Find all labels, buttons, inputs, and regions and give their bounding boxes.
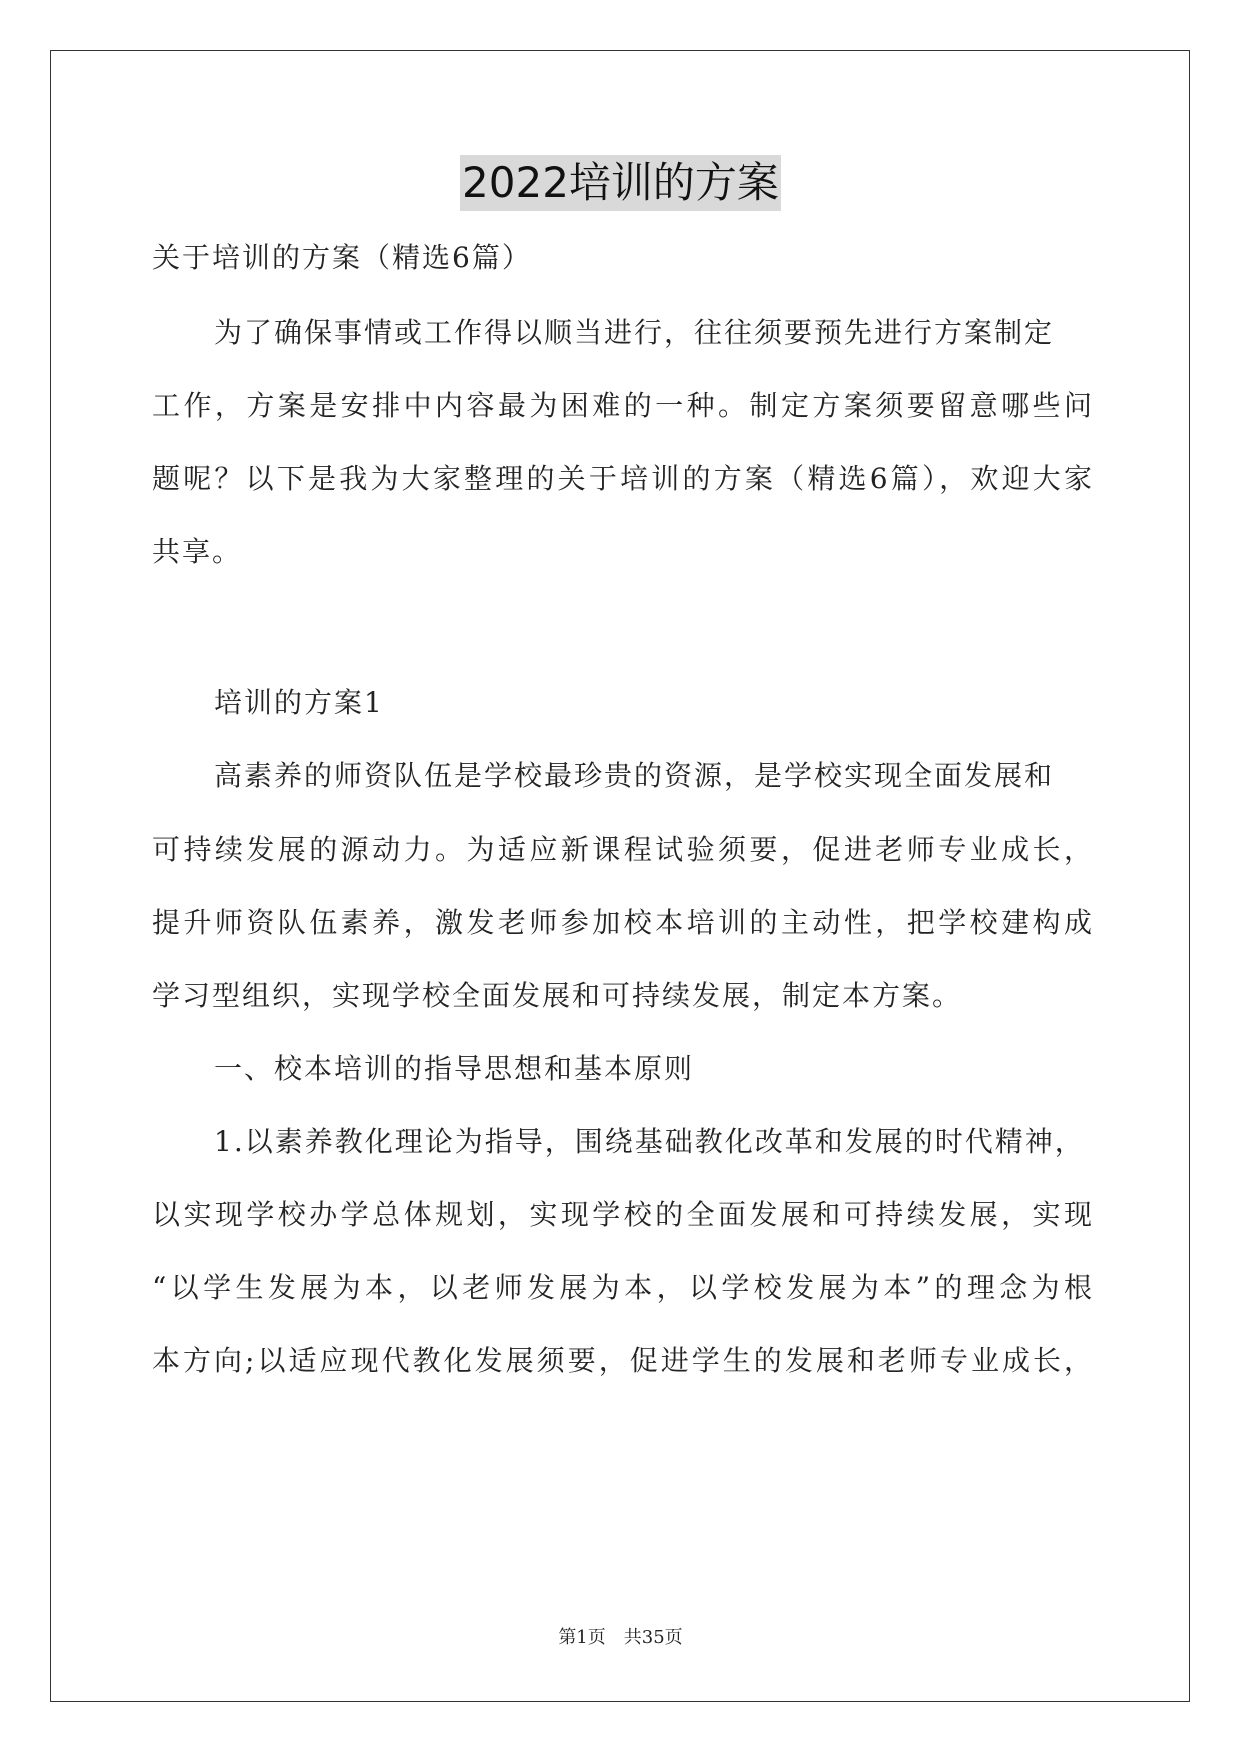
paragraph-line: 1.以素养教化理论为指导，围绕基础教化改革和发展的时代精神， [214,1125,1085,1158]
paragraph-line: 以实现学校办学总体规划，实现学校的全面发展和可持续发展，实现 [152,1198,1092,1231]
paragraph-line: 本方向;以适应现代教化发展须要，促进学生的发展和老师专业成长， [152,1344,1092,1377]
title-container [0,155,1241,211]
page-border [50,50,1190,1702]
paragraph-line: 为了确保事情或工作得以顺当进行，往往须要预先进行方案制定 [214,316,1055,349]
paragraph-line: 题呢？以下是我为大家整理的关于培训的方案（精选6篇），欢迎大家 [152,462,1092,495]
subsection-heading: 一、校本培训的指导思想和基本原则 [214,1052,695,1085]
intro-heading: 关于培训的方案（精选6篇） [152,241,532,274]
paragraph-line: 高素养的师资队伍是学校最珍贵的资源，是学校实现全面发展和 [214,759,1055,792]
paragraph-line: 共享。 [152,535,243,568]
page-footer: 第1页 共35页 [558,1627,683,1648]
paragraph-line: 可持续发展的源动力。为适应新课程试验须要，促进老师专业成长， [152,833,1092,866]
section-heading: 培训的方案1 [214,686,384,719]
paragraph-line: 提升师资队伍素养，激发老师参加校本培训的主动性，把学校建构成 [152,906,1092,939]
paragraph-line: 工作，方案是安排中内容最为困难的一种。制定方案须要留意哪些问 [152,389,1092,422]
document-title: 2022培训的方案 [460,155,781,211]
paragraph-line: “以学生发展为本，以老师发展为本，以学校发展为本”的理念为根 [152,1271,1092,1304]
paragraph-line: 学习型组织，实现学校全面发展和可持续发展，制定本方案。 [152,979,963,1012]
